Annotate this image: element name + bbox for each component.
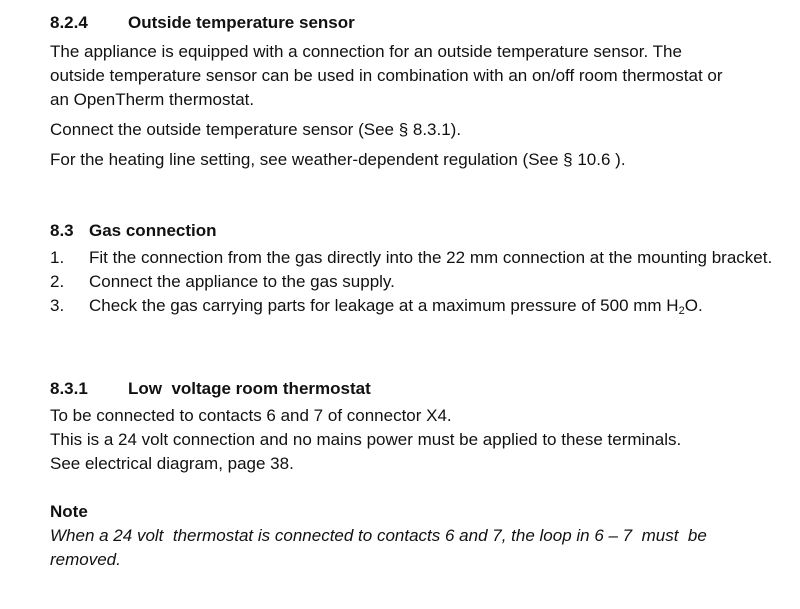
list-item xyxy=(50,246,795,270)
list-item xyxy=(50,270,795,294)
paragraph-connect-sensor: Connect the outside temperature sensor (See § 8.3.1). xyxy=(50,120,462,139)
section-title: Outside temperature sensor xyxy=(128,13,355,32)
paragraph-heating-line: For the heating line setting, see weather-dependent regulation (See § 10.6 ). xyxy=(50,150,626,169)
list-number: 3. xyxy=(50,296,65,315)
thermostat-line-3: See electrical diagram, page 38. xyxy=(50,454,294,473)
section-number: 8.2.4 xyxy=(50,13,88,32)
note-heading: Note xyxy=(50,502,88,521)
paragraph-intro: The appliance is equipped with a connection for an outside temperature sensor. The outside temperature sensor can be used in combination with an on/off room thermostat or an OpenTherm thermostat. xyxy=(50,42,723,109)
list-text xyxy=(89,294,703,318)
note-text: When a 24 volt thermostat is connected to contacts 6 and 7, the loop in 6 – 7 must be removed. xyxy=(50,526,712,569)
section-number: 8.3.1 xyxy=(50,379,88,398)
section-heading-8-3 xyxy=(50,221,217,241)
list-item xyxy=(50,294,795,318)
section-heading-8-2-4 xyxy=(50,13,355,33)
subscript-2: 2 xyxy=(678,305,685,317)
list-text: Fit the connection from the gas directly into the 22 mm connection at the mounting bracket. xyxy=(89,248,773,267)
section-heading-8-3-1 xyxy=(50,379,371,399)
gas-connection-steps xyxy=(50,246,795,318)
list-number: 2. xyxy=(50,272,65,291)
thermostat-line-2: This is a 24 volt connection and no mains power must be applied to these terminals. xyxy=(50,430,682,449)
section-title: Low voltage room thermostat xyxy=(128,379,371,398)
list-text: Connect the appliance to the gas supply. xyxy=(89,272,395,291)
section-title: Gas connection xyxy=(89,221,217,240)
thermostat-line-1: To be connected to contacts 6 and 7 of connector X4. xyxy=(50,406,452,425)
section-number: 8.3 xyxy=(50,221,74,240)
list-text-end: O. xyxy=(684,296,703,315)
list-text-main: Check the gas carrying parts for leakage at a maximum pressure of 500 mm H xyxy=(89,296,679,315)
list-number: 1. xyxy=(50,248,65,267)
